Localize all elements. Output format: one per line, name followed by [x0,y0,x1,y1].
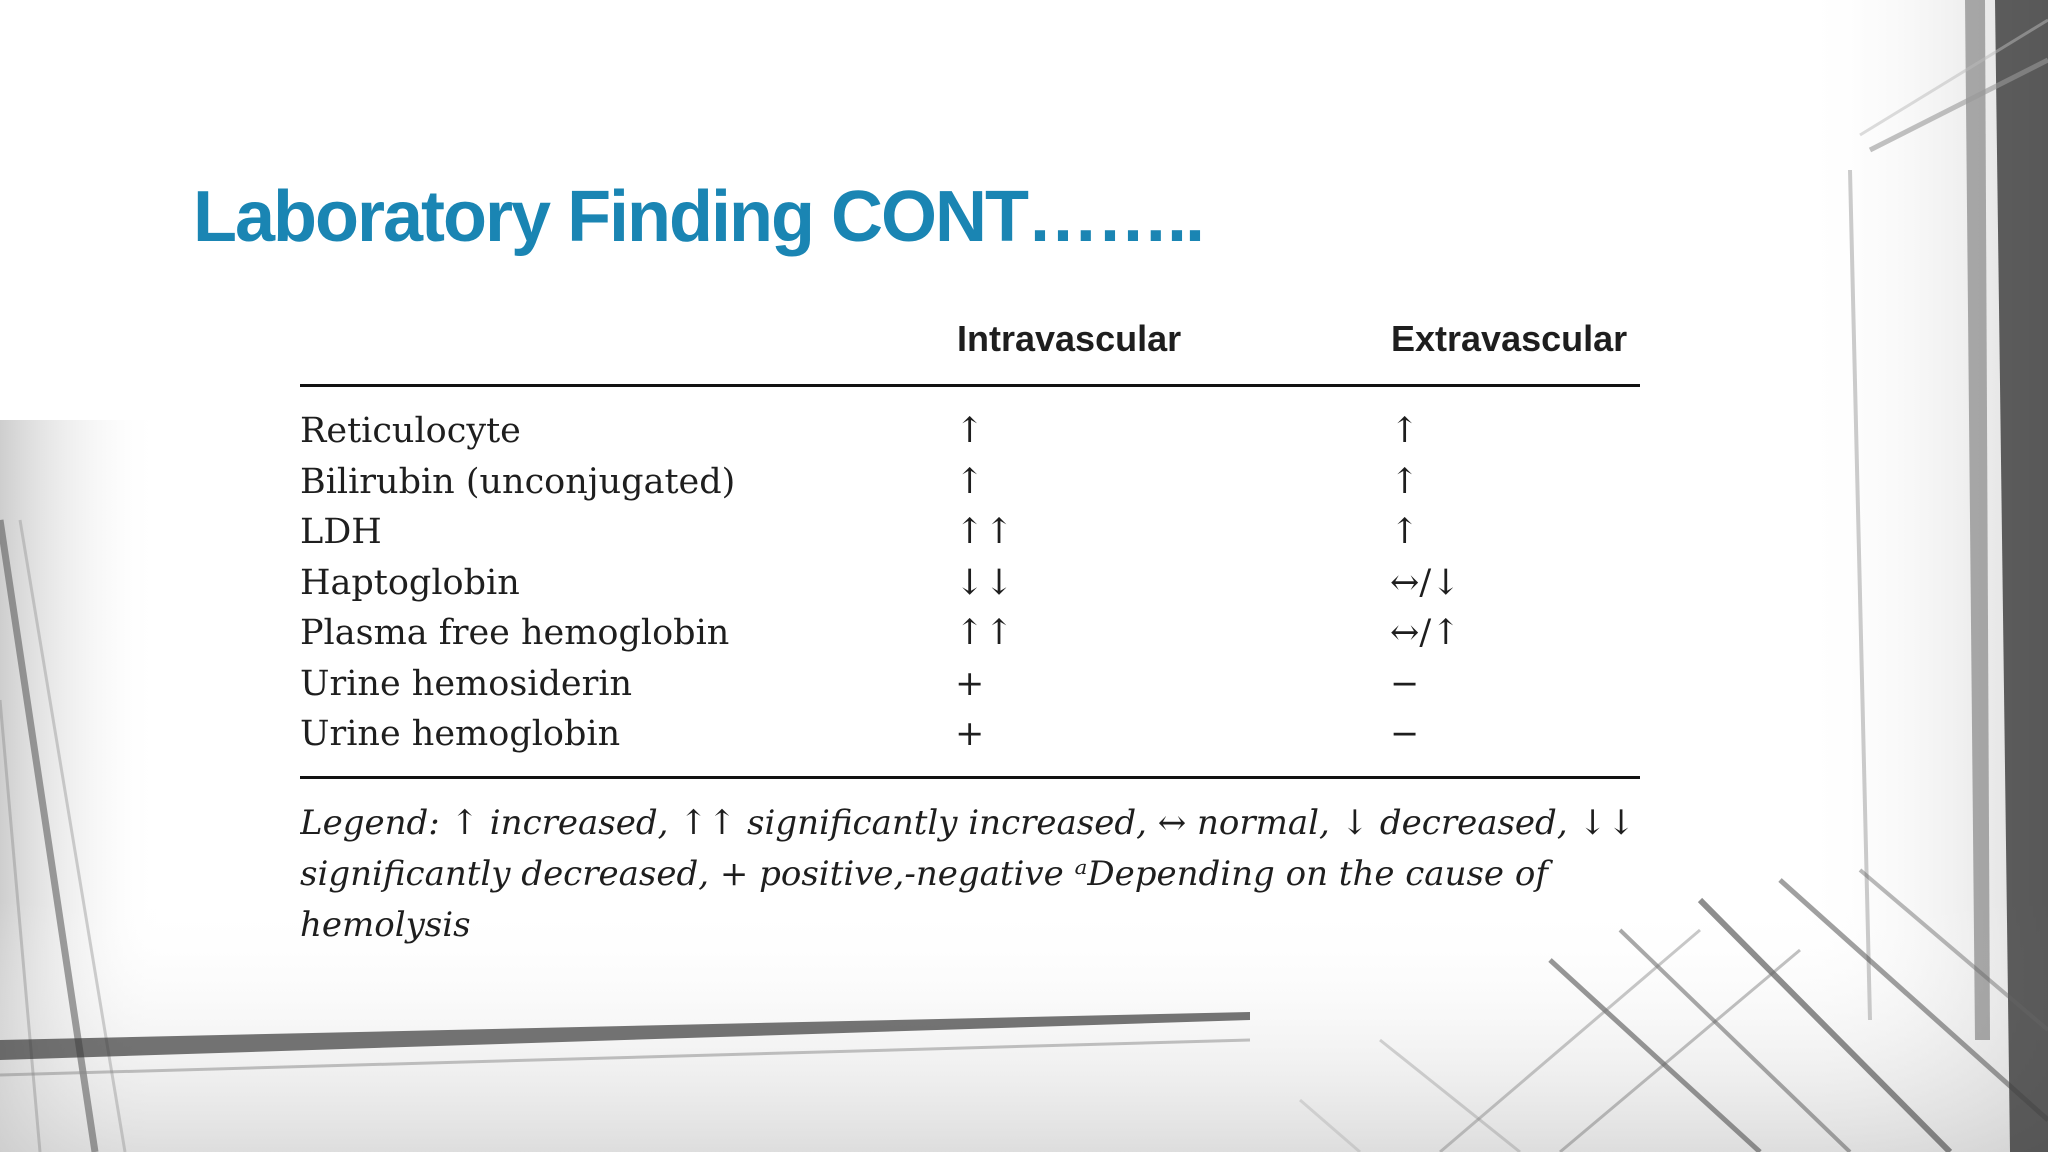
row-label: Plasma free hemoglobin [300,613,730,653]
intravascular-value: ↑ [955,461,985,502]
extravascular-value: ↑ [1390,411,1420,451]
table-row [300,406,1640,457]
row-label: Bilirubin (unconjugated) [300,461,736,502]
table-row [300,507,1640,558]
extravascular-value: ↑ [1390,512,1420,552]
intravascular-value: + [955,663,985,704]
intravascular-value: ↑ [955,411,985,451]
table-row [300,457,1640,508]
intravascular-value: ↑↑ [955,613,1014,653]
row-label: Urine hemosiderin [300,663,633,704]
extravascular-value: ↔/↓ [1390,562,1461,603]
table-row [300,558,1640,609]
extravascular-value: ↑ [1390,461,1420,502]
table-row [300,608,1640,659]
extravascular-value: − [1390,663,1420,704]
table-legend [300,798,1640,951]
extravascular-value: ↔/↑ [1390,613,1461,653]
hemolysis-lab-table [300,310,1640,970]
row-label: LDH [300,512,382,552]
row-label: Urine hemoglobin [300,714,621,754]
legend-line: hemolysis [300,905,471,945]
intravascular-value: ↓↓ [955,562,1014,603]
column-header-extravascular: Extravascular [1391,318,1628,359]
table-row [300,659,1640,710]
table-bottom-rule [300,776,1640,779]
row-label: Reticulocyte [300,411,521,451]
table-body [300,406,1640,760]
legend-line: Legend: ↑ increased, ↑↑ significantly increased, ↔ normal, ↓ decreased, ↓↓ [300,803,1636,843]
intravascular-value: + [955,714,985,754]
legend-line: significantly decreased, + positive,-negative ᵃDepending on the cause of [300,854,1548,894]
table-row [300,709,1640,760]
row-label: Haptoglobin [300,562,520,603]
slide-title: Laboratory Finding CONT…….. [193,177,1203,257]
column-header-intravascular: Intravascular [957,318,1182,359]
intravascular-value: ↑↑ [955,512,1014,552]
table-top-rule [300,384,1640,387]
extravascular-value: − [1390,714,1420,754]
